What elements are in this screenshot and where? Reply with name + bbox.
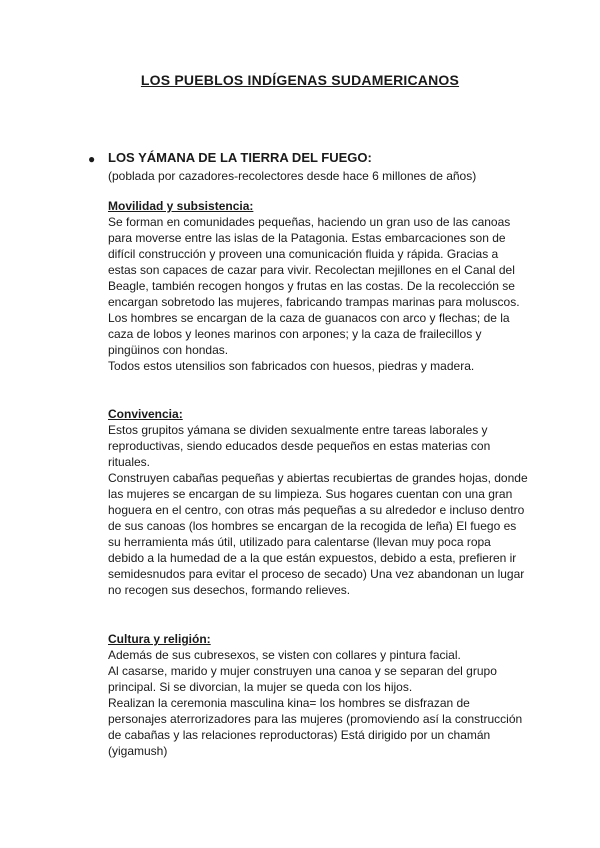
subsection-cultura [108, 631, 528, 759]
subsection-title: Movilidad y subsistencia: [108, 199, 254, 213]
paragraph: Al casarse, marido y mujer construyen una canoa y se separan del grupo principal. Si se divorcian, la mujer se queda con los hijos. [108, 664, 497, 694]
paragraph: Estos grupitos yámana se dividen sexualmente entre tareas laborales y reproductivas, siendo educados desde pequeños en estas materias con rituales. [108, 423, 491, 469]
subsection-title: Cultura y religión: [108, 632, 211, 646]
subsection-movilidad [108, 198, 528, 374]
paragraph: Realizan la ceremonia masculina kina= los hombres se disfrazan de personajes aterrorizadores para las mujeres (promoviendo así la construcción de cabañas y las relaciones reproductoras) Está dirigido por un chamán (yigamush) [108, 696, 523, 758]
subsection-title: Convivencia: [108, 407, 183, 421]
document-title: LOS PUEBLOS INDÍGENAS SUDAMERICANOS [140, 72, 460, 88]
subsection-convivencia [108, 406, 528, 598]
section-heading: LOS YÁMANA DE LA TIERRA DEL FUEGO: [108, 150, 372, 165]
bullet-icon: ● [88, 152, 96, 166]
paragraph: Construyen cabañas pequeñas y abiertas recubiertas de grandes hojas, donde las mujeres se encargan de su limpieza. Sus hogares cuentan con una gran hoguera en el centro, con otras más pequeñas a su alrededor e incluso dentro de sus canoas (los hombres se encargan de la recogida de leña) El fuego es su herramienta más útil, utilizado para calentarse (llevan muy poca ropa debido a la humedad de a la que están expuestos, debido a esta, prefieren ir semidesnudos para evitar el proceso de secado) Una vez abandonan un lugar no recogen sus desechos, formando relieves. [108, 471, 528, 597]
paragraph: Además de sus cubresexos, se visten con collares y pintura facial. [108, 648, 461, 662]
paragraph: Se forman en comunidades pequeñas, haciendo un gran uso de las canoas para moverse entre las islas de la Patagonia. Estas embarcaciones son de difícil construcción y proveen una comunicación fluida y rápida. Gracias a estas son capaces de cazar para vivir. Recolectan mejillones en el Canal del Beagle, también recogen hongos y frutas en las costas. De la recolección se encargan sobretodo las mujeres, fabricando trampas marinas para moluscos. Los hombres se encargan de la caza de guanacos con arco y flechas; de la caza de lobos y leones marinos con arpones; y la caza de frailecillos y pingüinos con hondas. [108, 215, 520, 357]
section-subtitle: (poblada por cazadores-recolectores desde hace 6 millones de años) [108, 169, 477, 183]
paragraph: Todos estos utensilios son fabricados con huesos, piedras y madera. [108, 359, 475, 373]
